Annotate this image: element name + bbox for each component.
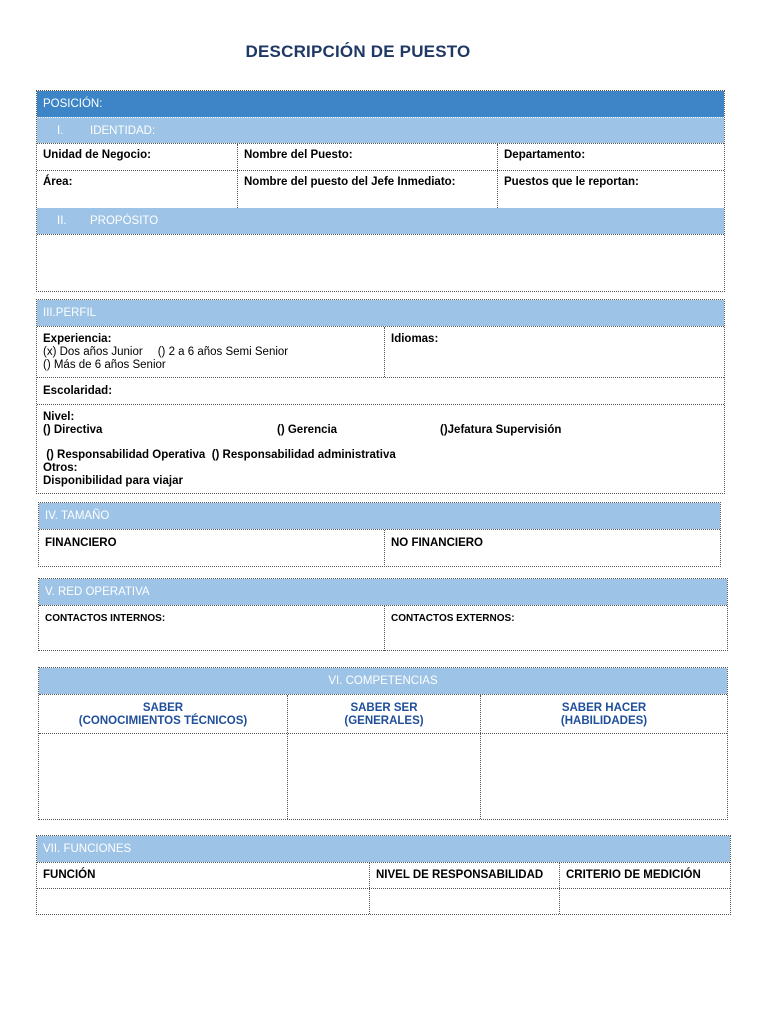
tamano-header: IV. TAMAÑO <box>39 503 720 529</box>
departamento-field[interactable]: Departamento: <box>497 144 724 170</box>
criterio-medicion-field[interactable] <box>559 889 730 914</box>
proposito-num: II. <box>57 215 67 227</box>
funciones-header: VII. FUNCIONES <box>37 836 730 862</box>
perfil-row-experiencia <box>37 326 724 377</box>
saber-ser-title: SABER SER <box>350 702 418 714</box>
proposito-header <box>37 208 724 234</box>
saber-subtitle: (CONOCIMIENTOS TÉCNICOS) <box>78 715 248 727</box>
nivel-option-jefatura[interactable]: ()Jefatura Supervisión <box>440 424 562 436</box>
nivel-label: Nivel: <box>43 411 75 423</box>
saber-ser-field[interactable] <box>287 734 480 819</box>
section-identidad <box>36 90 725 292</box>
jefe-inmediato-field[interactable]: Nombre del puesto del Jefe Inmediato: <box>237 171 497 208</box>
saber-ser-header <box>287 695 480 733</box>
identidad-row-2 <box>37 170 724 208</box>
otros-label: Otros: <box>43 462 78 474</box>
section-tamano <box>38 502 721 567</box>
exp-option-semi-senior[interactable]: () 2 a 6 años Semi Senior <box>157 346 289 358</box>
experiencia-label: Experiencia: <box>43 333 112 345</box>
saber-hacer-subtitle: (HABILIDADES) <box>560 715 648 727</box>
nivel-field <box>37 405 724 494</box>
nivel-responsabilidad-field[interactable] <box>369 889 559 914</box>
red-row <box>39 605 727 651</box>
nivel-option-gerencia[interactable]: () Gerencia <box>277 424 338 436</box>
area-field[interactable]: Área: <box>43 176 73 188</box>
funciones-head-row <box>37 862 730 888</box>
funcion-field[interactable] <box>37 889 369 914</box>
exp-option-senior[interactable]: () Más de 6 años Senior <box>43 359 166 371</box>
nivel-option-directiva[interactable]: () Directiva <box>43 424 103 436</box>
viajar-label[interactable]: Disponibilidad para viajar <box>43 475 183 487</box>
escolaridad-field[interactable]: Escolaridad: <box>43 385 113 397</box>
proposito-field[interactable] <box>37 234 724 291</box>
section-funciones <box>36 835 731 915</box>
financiero-field[interactable]: FINANCIERO <box>45 537 117 549</box>
saber-hacer-field[interactable] <box>480 734 727 819</box>
saber-title: SABER <box>142 702 184 714</box>
perfil-row-nivel <box>37 404 724 494</box>
competencias-body-row <box>39 733 727 819</box>
red-header: V. RED OPERATIVA <box>39 579 727 605</box>
nivel-responsabilidad-header: NIVEL DE RESPONSABILIDAD <box>369 863 559 888</box>
tamano-row <box>39 529 720 567</box>
unidad-negocio-field[interactable]: Unidad de Negocio: <box>43 149 151 161</box>
contactos-externos-field[interactable]: CONTACTOS EXTERNOS: <box>384 606 727 651</box>
perfil-header: III.PERFIL <box>37 300 724 326</box>
idiomas-field[interactable]: Idiomas: <box>384 327 724 377</box>
saber-ser-subtitle: (GENERALES) <box>344 715 424 727</box>
competencias-header: VI. COMPETENCIAS <box>39 668 727 694</box>
competencias-head-row <box>39 694 727 733</box>
identidad-num: I. <box>57 125 64 137</box>
identidad-row-1 <box>37 143 724 170</box>
exp-option-junior[interactable]: (x) Dos años Junior <box>43 346 143 358</box>
funciones-body-row <box>37 888 730 914</box>
puestos-reportan-field[interactable]: Puestos que le reportan: <box>497 171 724 208</box>
proposito-label: PROPÓSITO <box>90 215 159 227</box>
page-title: DESCRIPCIÓN DE PUESTO <box>245 42 471 61</box>
contactos-internos-field[interactable]: CONTACTOS INTERNOS: <box>45 613 166 624</box>
perfil-row-escolaridad <box>37 377 724 404</box>
identidad-header <box>37 117 724 143</box>
funcion-header: FUNCIÓN <box>43 869 96 881</box>
identidad-label: IDENTIDAD: <box>90 125 156 137</box>
position-header: POSICIÓN: <box>37 91 724 117</box>
section-red-operativa <box>38 578 728 651</box>
nombre-puesto-field[interactable]: Nombre del Puesto: <box>237 144 497 170</box>
section-perfil <box>36 299 725 494</box>
experiencia-field[interactable] <box>37 327 384 377</box>
criterio-medicion-header: CRITERIO DE MEDICIÓN <box>559 863 730 888</box>
no-financiero-field[interactable]: NO FINANCIERO <box>384 530 720 567</box>
saber-header <box>39 695 287 733</box>
saber-field[interactable] <box>39 734 287 819</box>
saber-hacer-title: SABER HACER <box>561 702 647 714</box>
saber-hacer-header <box>480 695 727 733</box>
section-competencias <box>38 667 728 820</box>
responsabilidad-options[interactable]: () Responsabilidad Operativa () Responsabilidad administrativa <box>43 449 396 461</box>
